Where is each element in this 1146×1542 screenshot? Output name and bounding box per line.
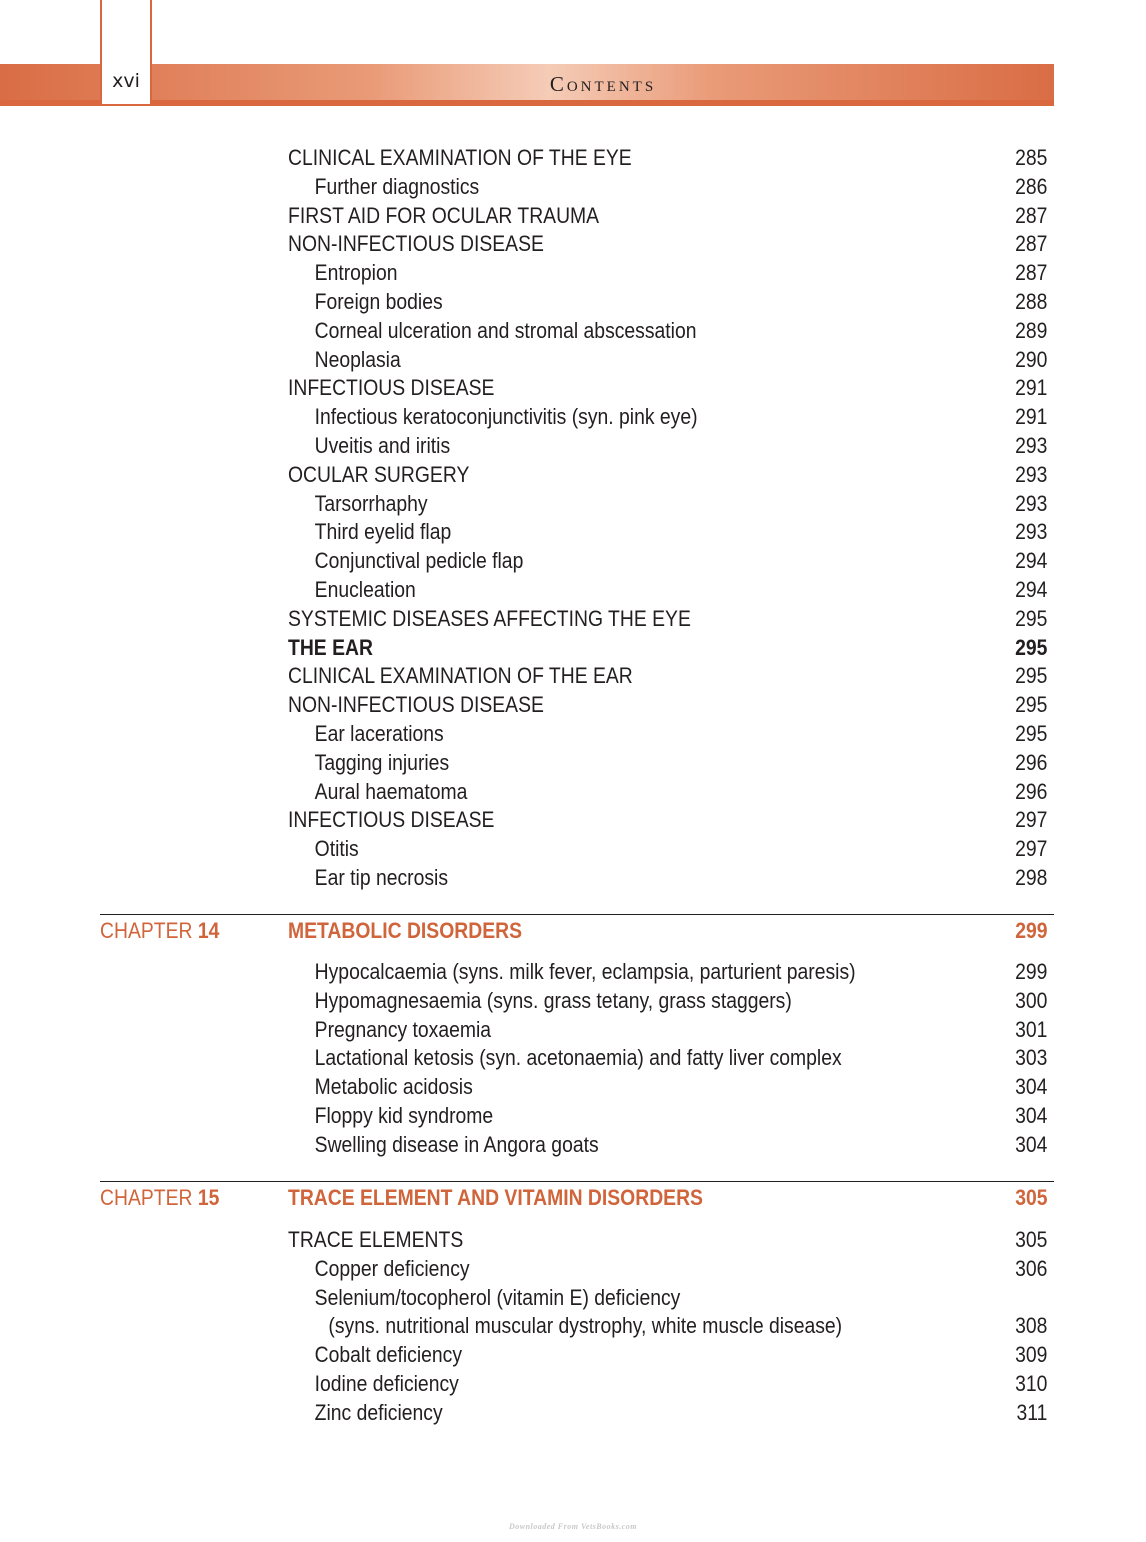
toc-entry-label: Foreign bodies	[314, 288, 443, 314]
toc-entry[interactable]	[288, 1226, 1047, 1255]
toc-entry-label: SYSTEMIC DISEASES AFFECTING THE EYE	[288, 605, 691, 631]
toc-entry-page: 296	[1015, 749, 1048, 775]
toc-entry[interactable]	[288, 1284, 1047, 1313]
toc-entry-label: Cobalt deficiency	[314, 1342, 463, 1368]
toc-entry-page: 293	[1015, 461, 1048, 487]
toc-entry-label: Third eyelid flap	[314, 519, 452, 545]
chapter-heading-15[interactable]	[100, 1182, 1054, 1214]
toc-entry-label: TRACE ELEMENTS	[288, 1227, 464, 1252]
toc-entry[interactable]	[288, 720, 1047, 749]
toc-entry-label: Copper deficiency	[314, 1255, 470, 1281]
toc-entry[interactable]	[288, 1131, 1047, 1160]
toc-entry-label: FIRST AID FOR OCULAR TRAUMA	[288, 202, 600, 228]
toc-entry[interactable]	[288, 432, 1047, 461]
toc-entry-page: 287	[1015, 231, 1048, 257]
toc-entry-label: Hypomagnesaemia (syns. grass tetany, grass staggers)	[314, 987, 792, 1013]
chapter-label: CHAPTER 15	[100, 1185, 220, 1210]
toc-entry[interactable]	[288, 835, 1047, 864]
toc-entry-page: 295	[1015, 605, 1048, 631]
toc-entry-page: 299	[1015, 959, 1048, 984]
toc-entry[interactable]	[288, 288, 1047, 317]
toc-entry-page: 293	[1015, 490, 1048, 516]
toc-entry-label: INFECTIOUS DISEASE	[288, 807, 495, 833]
toc-entry-page: 291	[1015, 404, 1048, 430]
toc-entry-label: Iodine deficiency	[314, 1370, 459, 1396]
toc-entry-label: Floppy kid syndrome	[314, 1102, 494, 1128]
toc-entry-label: Further diagnostics	[314, 173, 480, 199]
toc-entry-page: 295	[1015, 663, 1048, 689]
toc-entry-page: 304	[1015, 1102, 1048, 1128]
toc-entry[interactable]	[288, 461, 1047, 490]
toc-entry-label: THE EAR	[288, 634, 373, 660]
toc-entry-page: 291	[1015, 375, 1048, 401]
header-band-underline	[0, 100, 1054, 106]
chapter-number: 15	[197, 1185, 220, 1210]
running-head: Contents	[549, 72, 657, 96]
toc-entry-page: 293	[1015, 519, 1048, 545]
toc-entry-page: 286	[1015, 173, 1048, 199]
chapter-page: 299	[1015, 918, 1048, 943]
toc-section-chapter-15	[288, 1226, 1048, 1428]
toc-entry-label: Hypocalcaemia (syns. milk fever, eclampsia, parturient paresis)	[314, 959, 856, 984]
toc-entry[interactable]	[288, 173, 1047, 202]
toc-entry-page: 305	[1015, 1227, 1048, 1252]
toc-entry-label: Lactational ketosis (syn. acetonaemia) and fatty liver complex	[314, 1045, 842, 1071]
toc-entry-page: 294	[1015, 576, 1048, 602]
toc-entry-label: Tarsorrhaphy	[314, 490, 428, 516]
toc-entry-label: Metabolic acidosis	[314, 1074, 473, 1100]
toc-entry[interactable]	[288, 1102, 1047, 1131]
toc-entry-label: NON-INFECTIOUS DISEASE	[288, 692, 544, 718]
toc-entry-label: Aural haematoma	[314, 778, 468, 804]
toc-entry-page: 290	[1015, 346, 1048, 372]
toc-entry[interactable]	[288, 1255, 1047, 1284]
toc-entry[interactable]	[288, 987, 1047, 1016]
toc-entry-page: 304	[1015, 1131, 1048, 1157]
toc-entry-page: 304	[1015, 1074, 1048, 1100]
toc-entry-page: 309	[1015, 1342, 1048, 1368]
toc-entry-page: 293	[1015, 432, 1048, 458]
toc-entry-page: 298	[1015, 864, 1048, 890]
toc-entry-page: 311	[1016, 1399, 1048, 1425]
toc-entry[interactable]	[288, 1312, 1047, 1341]
page-number: xvi	[112, 70, 140, 92]
toc-entry[interactable]	[288, 662, 1047, 691]
toc-entry-label: Swelling disease in Angora goats	[314, 1131, 599, 1157]
toc-entry-label: CLINICAL EXAMINATION OF THE EAR	[288, 663, 633, 689]
toc-entry[interactable]	[288, 259, 1047, 288]
toc-entry-label: Entropion	[314, 260, 398, 286]
toc-entry-label: Uveitis and iritis	[314, 432, 451, 458]
toc-entry-label: Neoplasia	[314, 346, 401, 372]
toc-entry-label: Selenium/tocopherol (vitamin E) deficiency	[314, 1284, 681, 1310]
toc-entry-label: Conjunctival pedicle flap	[314, 548, 524, 574]
toc-entry-page: 295	[1015, 634, 1048, 660]
toc-entry[interactable]	[288, 749, 1047, 778]
toc-section-eye-ear	[288, 144, 1048, 893]
toc-entry-page: 296	[1015, 778, 1048, 804]
toc-entry-page: 297	[1015, 836, 1048, 862]
toc-entry-label: Zinc deficiency	[314, 1399, 443, 1425]
toc-entry-label: Ear lacerations	[314, 720, 444, 746]
toc-entry[interactable]	[288, 1016, 1047, 1045]
toc-entry-page: 285	[1015, 145, 1048, 170]
toc-entry[interactable]	[288, 1341, 1047, 1370]
toc-entry-page: 288	[1015, 288, 1048, 314]
toc-entry-label: Pregnancy toxaemia	[314, 1016, 492, 1042]
toc-entry-page: 294	[1015, 548, 1048, 574]
toc-entry[interactable]	[288, 144, 1047, 173]
toc-entry-label: (syns. nutritional muscular dystrophy, white muscle disease)	[328, 1313, 843, 1339]
toc-entry[interactable]	[288, 317, 1047, 346]
toc-entry-label: Ear tip necrosis	[314, 864, 449, 890]
toc-entry-label: CLINICAL EXAMINATION OF THE EYE	[288, 145, 632, 170]
toc-entry-label: Otitis	[314, 836, 359, 862]
toc-entry[interactable]	[288, 547, 1047, 576]
toc-entry[interactable]	[288, 202, 1047, 231]
toc-entry-label: Infectious keratoconjunctivitis (syn. pink eye)	[314, 404, 698, 430]
toc-entry[interactable]	[288, 403, 1047, 432]
toc-entry-page: 301	[1015, 1016, 1048, 1042]
chapter-title: TRACE ELEMENT AND VITAMIN DISORDERS	[288, 1185, 703, 1210]
chapter-heading-14[interactable]	[100, 915, 1054, 947]
chapter-number: 14	[197, 918, 220, 943]
toc-entry[interactable]	[288, 230, 1047, 259]
toc-entry[interactable]	[288, 634, 1047, 663]
toc-entry-page: 303	[1015, 1045, 1048, 1071]
toc-entry[interactable]	[288, 806, 1047, 835]
toc-entry-page: 297	[1015, 807, 1048, 833]
toc-entry-page: 289	[1015, 317, 1048, 343]
toc-entry[interactable]	[288, 518, 1047, 547]
toc-entry[interactable]	[288, 346, 1047, 375]
toc-entry[interactable]	[288, 374, 1047, 403]
toc-entry[interactable]	[288, 778, 1047, 807]
toc-entry[interactable]	[288, 605, 1047, 634]
toc-entry[interactable]	[288, 864, 1047, 893]
footer-watermark: Downloaded From VetsBooks.com	[508, 1522, 638, 1531]
toc-entry-page: 287	[1015, 260, 1048, 286]
toc-entry-page: 287	[1015, 202, 1048, 228]
toc-entry-label: INFECTIOUS DISEASE	[288, 375, 495, 401]
toc-entry-page: 300	[1015, 987, 1048, 1013]
toc-entry[interactable]	[288, 490, 1047, 519]
toc-entry-label: Tagging injuries	[314, 749, 450, 775]
toc-entry[interactable]	[288, 958, 1047, 987]
toc-entry-label: NON-INFECTIOUS DISEASE	[288, 231, 544, 257]
toc-entry[interactable]	[288, 576, 1047, 605]
toc-entry-label: Corneal ulceration and stromal abscessation	[314, 317, 697, 343]
toc-entry-page: 310	[1015, 1370, 1048, 1396]
chapter-page: 305	[1015, 1185, 1048, 1210]
toc-entry-label: OCULAR SURGERY	[288, 461, 470, 487]
toc-entry[interactable]	[288, 1370, 1047, 1399]
toc-entry[interactable]	[288, 691, 1047, 720]
toc-entry[interactable]	[288, 1399, 1047, 1428]
toc-entry-page: 295	[1015, 720, 1048, 746]
chapter-title: METABOLIC DISORDERS	[288, 918, 523, 943]
toc-entry-page: 308	[1015, 1313, 1048, 1339]
toc-entry-page: 306	[1015, 1255, 1048, 1281]
toc-entry-label: Enucleation	[314, 576, 416, 602]
chapter-label: CHAPTER 14	[100, 918, 220, 943]
toc-entry-page: 295	[1015, 692, 1048, 718]
toc-entry[interactable]	[288, 1073, 1047, 1102]
toc-entry[interactable]	[288, 1044, 1047, 1073]
toc-section-chapter-14	[288, 958, 1048, 1160]
